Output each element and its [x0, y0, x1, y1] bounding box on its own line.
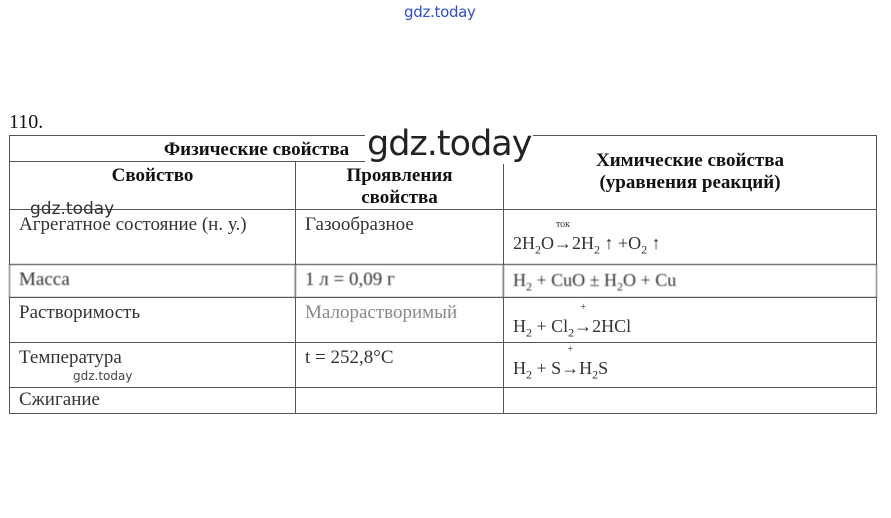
property-name: Растворимость: [19, 302, 141, 323]
table-row-solubility-value: [295, 297, 504, 343]
plus-mark: +: [567, 344, 573, 355]
equation-cell-4: [503, 342, 877, 388]
table-row-combustion-property: [9, 387, 296, 414]
watermark-large: gdz.today: [367, 124, 532, 164]
plus-mark: +: [580, 302, 586, 313]
table-row-temperature-property: [9, 342, 296, 388]
property-value: 1 л = 0,09 г: [305, 269, 395, 290]
physical-properties-label: Физические свойства: [163, 139, 350, 160]
property-name: Масса: [19, 269, 70, 290]
equation-chlorine: $H_2 + Cl_2$ + →2HCl: [513, 302, 632, 340]
property-name: Сжигание: [19, 389, 100, 410]
table-row-combustion-value: [295, 387, 504, 414]
property-name: Температура: [19, 347, 122, 368]
property-value: Газообразное: [305, 214, 414, 235]
equation-reduction: $H_2$ + CuO ± $H_2O + Cu$: [513, 270, 677, 294]
chemical-properties-header: [503, 135, 877, 210]
table-row-mass-property: [9, 264, 296, 298]
equation-cell-3: [503, 297, 877, 343]
table-row-solubility-property: [9, 297, 296, 343]
property-value: t = 252,8°C: [305, 347, 394, 368]
table-row-temperature-value: [295, 342, 504, 388]
equation-cell-1: [503, 209, 877, 265]
equation-cell-2: [503, 264, 877, 298]
property-name: Агрегатное состояние (н. у.): [19, 214, 247, 235]
manifestation-column-header: [295, 161, 504, 210]
equation-cell-5: [503, 387, 877, 414]
property-value: Малорастворимый: [305, 302, 458, 323]
equation-sulfur: $H_2 + S$ + $\to H_2S$: [513, 344, 609, 382]
manifestation-column-label: Проявления свойства: [346, 165, 453, 208]
current-mark: ток: [555, 219, 571, 230]
table-row-mass-value: [295, 264, 504, 298]
watermark-left: gdz.today: [30, 199, 115, 219]
problem-number: 110.: [9, 111, 44, 133]
watermark-top: gdz.today: [404, 3, 476, 21]
watermark-small: gdz.today: [73, 369, 133, 383]
equation-electrolysis: $2H_2O$ ток $\to 2H_2$ ↑ $+O_2$ ↑: [513, 219, 661, 257]
property-column-label: Свойство: [111, 165, 194, 186]
chemical-properties-label: Химические свойства (уравнения реакций): [596, 150, 784, 193]
table-row-state-value: [295, 209, 504, 265]
